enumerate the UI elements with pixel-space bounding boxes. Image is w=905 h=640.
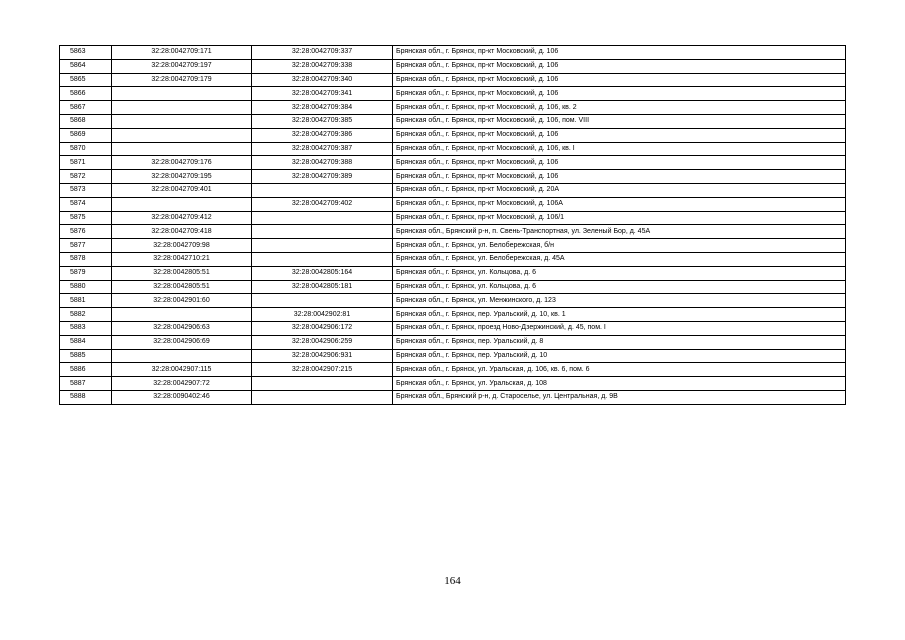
table-row: [60, 156, 846, 170]
table-row: [60, 197, 846, 211]
cadastral-number-cell: 32:28:0090402:46: [112, 390, 252, 404]
building-cadastral-number-cell: [252, 225, 393, 239]
cadastral-number-cell: 32:28:0042709:412: [112, 211, 252, 225]
row-number-cell: 5886: [60, 363, 112, 377]
building-cadastral-number-cell: [252, 390, 393, 404]
table-row: [60, 363, 846, 377]
cadastral-number-cell: 32:28:0042709:179: [112, 73, 252, 87]
building-cadastral-number-cell: 32:28:0042709:385: [252, 114, 393, 128]
table-row: [60, 183, 846, 197]
address-cell: Брянская обл., г. Брянск, ул. Уральская, д. 106, кв. 6, пом. 6: [393, 363, 846, 377]
cadastral-number-cell: [112, 349, 252, 363]
row-number-cell: 5873: [60, 183, 112, 197]
row-number-cell: 5884: [60, 335, 112, 349]
building-cadastral-number-cell: 32:28:0042709:338: [252, 59, 393, 73]
row-number-cell: 5879: [60, 266, 112, 280]
address-cell: Брянская обл., г. Брянск, ул. Менжинского, д. 123: [393, 294, 846, 308]
table-row: [60, 59, 846, 73]
table-row: [60, 87, 846, 101]
cadastral-number-cell: 32:28:0042709:197: [112, 59, 252, 73]
address-cell: Брянская обл., г. Брянск, пр-кт Московский, д. 106А: [393, 197, 846, 211]
row-number-cell: 5888: [60, 390, 112, 404]
table-row: [60, 211, 846, 225]
cadastral-number-cell: 32:28:0042906:63: [112, 321, 252, 335]
cadastral-number-cell: [112, 101, 252, 115]
table-row: [60, 239, 846, 253]
page-number: 164: [444, 575, 461, 587]
cadastral-number-cell: 32:28:0042709:195: [112, 170, 252, 184]
address-cell: Брянская обл., г. Брянск, пер. Уральский, д. 10, кв. 1: [393, 308, 846, 322]
row-number-cell: 5864: [60, 59, 112, 73]
address-cell: Брянская обл., г. Брянск, пр-кт Московский, д. 106: [393, 87, 846, 101]
address-cell: Брянская обл., г. Брянск, пр-кт Московский, д. 106: [393, 156, 846, 170]
building-cadastral-number-cell: [252, 239, 393, 253]
building-cadastral-number-cell: 32:28:0042902:81: [252, 308, 393, 322]
table-row: [60, 321, 846, 335]
address-cell: Брянская обл., Брянский р-н, д. Староселье, ул. Центральная, д. 9В: [393, 390, 846, 404]
building-cadastral-number-cell: 32:28:0042805:164: [252, 266, 393, 280]
building-cadastral-number-cell: 32:28:0042709:387: [252, 142, 393, 156]
address-cell: Брянская обл., г. Брянск, ул. Кольцова, д. 6: [393, 280, 846, 294]
cadastral-number-cell: [112, 142, 252, 156]
table-row: [60, 280, 846, 294]
building-cadastral-number-cell: 32:28:0042906:259: [252, 335, 393, 349]
table-row: [60, 377, 846, 391]
table-row: [60, 73, 846, 87]
cadastral-number-cell: 32:28:0042901:60: [112, 294, 252, 308]
building-cadastral-number-cell: [252, 252, 393, 266]
row-number-cell: 5863: [60, 46, 112, 60]
address-cell: Брянская обл., Брянский р-н, п. Свень-Транспортная, ул. Зеленый Бор, д. 45А: [393, 225, 846, 239]
address-cell: Брянская обл., г. Брянск, пр-кт Московский, д. 106, кв. I: [393, 142, 846, 156]
address-cell: Брянская обл., г. Брянск, пр-кт Московский, д. 106: [393, 73, 846, 87]
address-cell: Брянская обл., г. Брянск, ул. Уральская, д. 108: [393, 377, 846, 391]
cadastral-number-cell: 32:28:0042805:51: [112, 266, 252, 280]
address-cell: Брянская обл., г. Брянск, ул. Белобережская, д. 45А: [393, 252, 846, 266]
cadastral-number-cell: 32:28:0042906:69: [112, 335, 252, 349]
row-number-cell: 5867: [60, 101, 112, 115]
building-cadastral-number-cell: 32:28:0042907:215: [252, 363, 393, 377]
building-cadastral-number-cell: [252, 294, 393, 308]
building-cadastral-number-cell: 32:28:0042709:384: [252, 101, 393, 115]
cadastral-number-cell: 32:28:0042709:176: [112, 156, 252, 170]
table-row: [60, 170, 846, 184]
address-cell: Брянская обл., г. Брянск, пр-кт Московский, д. 106: [393, 46, 846, 60]
cadastral-number-cell: 32:28:0042907:115: [112, 363, 252, 377]
cadastral-number-cell: 32:28:0042709:171: [112, 46, 252, 60]
row-number-cell: 5872: [60, 170, 112, 184]
row-number-cell: 5875: [60, 211, 112, 225]
building-cadastral-number-cell: [252, 377, 393, 391]
table-row: [60, 128, 846, 142]
building-cadastral-number-cell: 32:28:0042709:340: [252, 73, 393, 87]
building-cadastral-number-cell: 32:28:0042906:931: [252, 349, 393, 363]
row-number-cell: 5868: [60, 114, 112, 128]
cadastral-number-cell: [112, 197, 252, 211]
row-number-cell: 5885: [60, 349, 112, 363]
row-number-cell: 5882: [60, 308, 112, 322]
table-row: [60, 390, 846, 404]
building-cadastral-number-cell: 32:28:0042805:181: [252, 280, 393, 294]
address-cell: Брянская обл., г. Брянск, пр-кт Московский, д. 106/1: [393, 211, 846, 225]
table-row: [60, 46, 846, 60]
table-row: [60, 294, 846, 308]
address-cell: Брянская обл., г. Брянск, пер. Уральский, д. 8: [393, 335, 846, 349]
row-number-cell: 5866: [60, 87, 112, 101]
cadastral-number-cell: 32:28:0042907:72: [112, 377, 252, 391]
table-row: [60, 266, 846, 280]
table-body: [60, 46, 846, 405]
table-row: [60, 142, 846, 156]
cadastral-number-cell: [112, 308, 252, 322]
address-cell: Брянская обл., г. Брянск, пр-кт Московский, д. 106: [393, 59, 846, 73]
row-number-cell: 5874: [60, 197, 112, 211]
building-cadastral-number-cell: [252, 211, 393, 225]
row-number-cell: 5865: [60, 73, 112, 87]
cadastral-number-cell: 32:28:0042709:418: [112, 225, 252, 239]
cadastral-number-cell: 32:28:0042710:21: [112, 252, 252, 266]
table-row: [60, 349, 846, 363]
address-cell: Брянская обл., г. Брянск, пр-кт Московский, д. 106, кв. 2: [393, 101, 846, 115]
cadastral-number-cell: 32:28:0042709:98: [112, 239, 252, 253]
table-row: [60, 308, 846, 322]
address-cell: Брянская обл., г. Брянск, пр-кт Московский, д. 106: [393, 170, 846, 184]
building-cadastral-number-cell: [252, 183, 393, 197]
row-number-cell: 5870: [60, 142, 112, 156]
row-number-cell: 5871: [60, 156, 112, 170]
table-row: [60, 114, 846, 128]
building-cadastral-number-cell: 32:28:0042709:386: [252, 128, 393, 142]
building-cadastral-number-cell: 32:28:0042906:172: [252, 321, 393, 335]
building-cadastral-number-cell: 32:28:0042709:389: [252, 170, 393, 184]
cadastral-number-cell: 32:28:0042709:401: [112, 183, 252, 197]
address-cell: Брянская обл., г. Брянск, пр-кт Московский, д. 106, пом. VIII: [393, 114, 846, 128]
table-row: [60, 335, 846, 349]
row-number-cell: 5869: [60, 128, 112, 142]
address-cell: Брянская обл., г. Брянск, ул. Кольцова, д. 6: [393, 266, 846, 280]
address-cell: Брянская обл., г. Брянск, пр-кт Московский, д. 106: [393, 128, 846, 142]
building-cadastral-number-cell: 32:28:0042709:337: [252, 46, 393, 60]
cadastral-number-cell: 32:28:0042805:51: [112, 280, 252, 294]
row-number-cell: 5877: [60, 239, 112, 253]
row-number-cell: 5883: [60, 321, 112, 335]
building-cadastral-number-cell: 32:28:0042709:402: [252, 197, 393, 211]
row-number-cell: 5880: [60, 280, 112, 294]
address-cell: Брянская обл., г. Брянск, ул. Белобережская, б/н: [393, 239, 846, 253]
address-cell: Брянская обл., г. Брянск, пер. Уральский, д. 10: [393, 349, 846, 363]
cadastral-number-cell: [112, 114, 252, 128]
building-cadastral-number-cell: 32:28:0042709:388: [252, 156, 393, 170]
table-row: [60, 252, 846, 266]
address-cell: Брянская обл., г. Брянск, пр-кт Московский, д. 20А: [393, 183, 846, 197]
row-number-cell: 5887: [60, 377, 112, 391]
cadastral-number-cell: [112, 87, 252, 101]
table-row: [60, 101, 846, 115]
row-number-cell: 5881: [60, 294, 112, 308]
data-table: [59, 45, 846, 405]
row-number-cell: 5876: [60, 225, 112, 239]
address-cell: Брянская обл., г. Брянск, проезд Ново-Дзержинский, д. 45, пом. I: [393, 321, 846, 335]
building-cadastral-number-cell: 32:28:0042709:341: [252, 87, 393, 101]
row-number-cell: 5878: [60, 252, 112, 266]
cadastral-number-cell: [112, 128, 252, 142]
table-row: [60, 225, 846, 239]
